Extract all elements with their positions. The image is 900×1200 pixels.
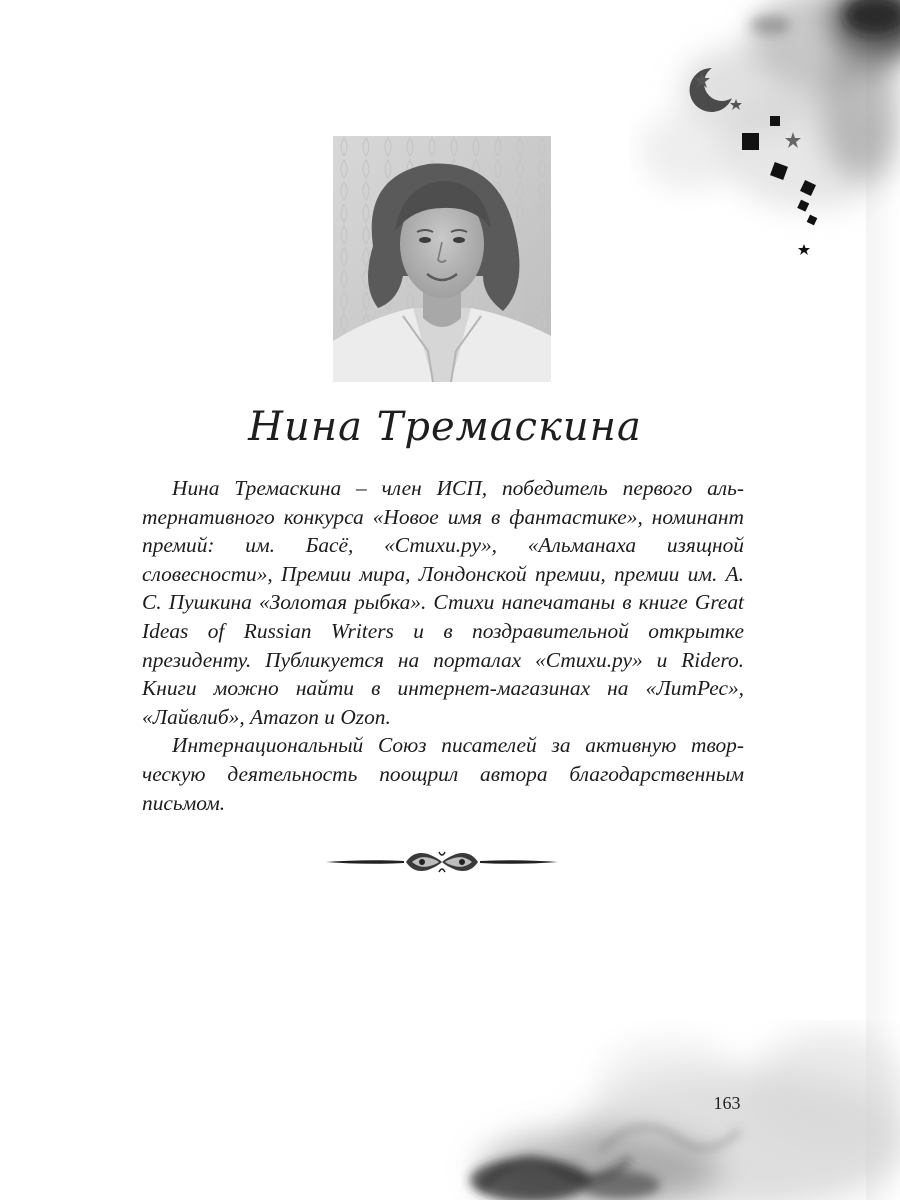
author-name-heading: Нина Тремаскина [248,404,642,450]
author-biography [142,474,744,817]
smoke-decoration-icon [440,1020,900,1200]
bio-paragraph: Интернациональный Союз писателей за активную творческую деятельность поощрил автора благодарственным письмом. [142,733,744,815]
moon-and-stars-smoke-icon [630,0,900,260]
page-number: 163 [713,1093,741,1113]
bio-paragraph: Нина Тремаскина – член ИСП, победитель первого альтернативного конкурса «Новое имя в фантастике», номинант премий: им. Басё, «Стихи.ру», «Альманаха изящной словесности», Премии мира, Лондонской премии, премии им. А. С. Пушкина «Золотая рыбка». Стихи напечатаны в книге Great Ideas of Russian Writers и в поздравительной открытке президенту. Публикуется на порталах «Стихи.ру» и Ridero. Книги можно найти в интернет-магазинах на «ЛитРес», «Лайвлиб», Amazon и Ozon. [142,476,744,729]
ornamental-divider-icon [326,846,558,878]
author-portrait-photo [333,136,551,382]
